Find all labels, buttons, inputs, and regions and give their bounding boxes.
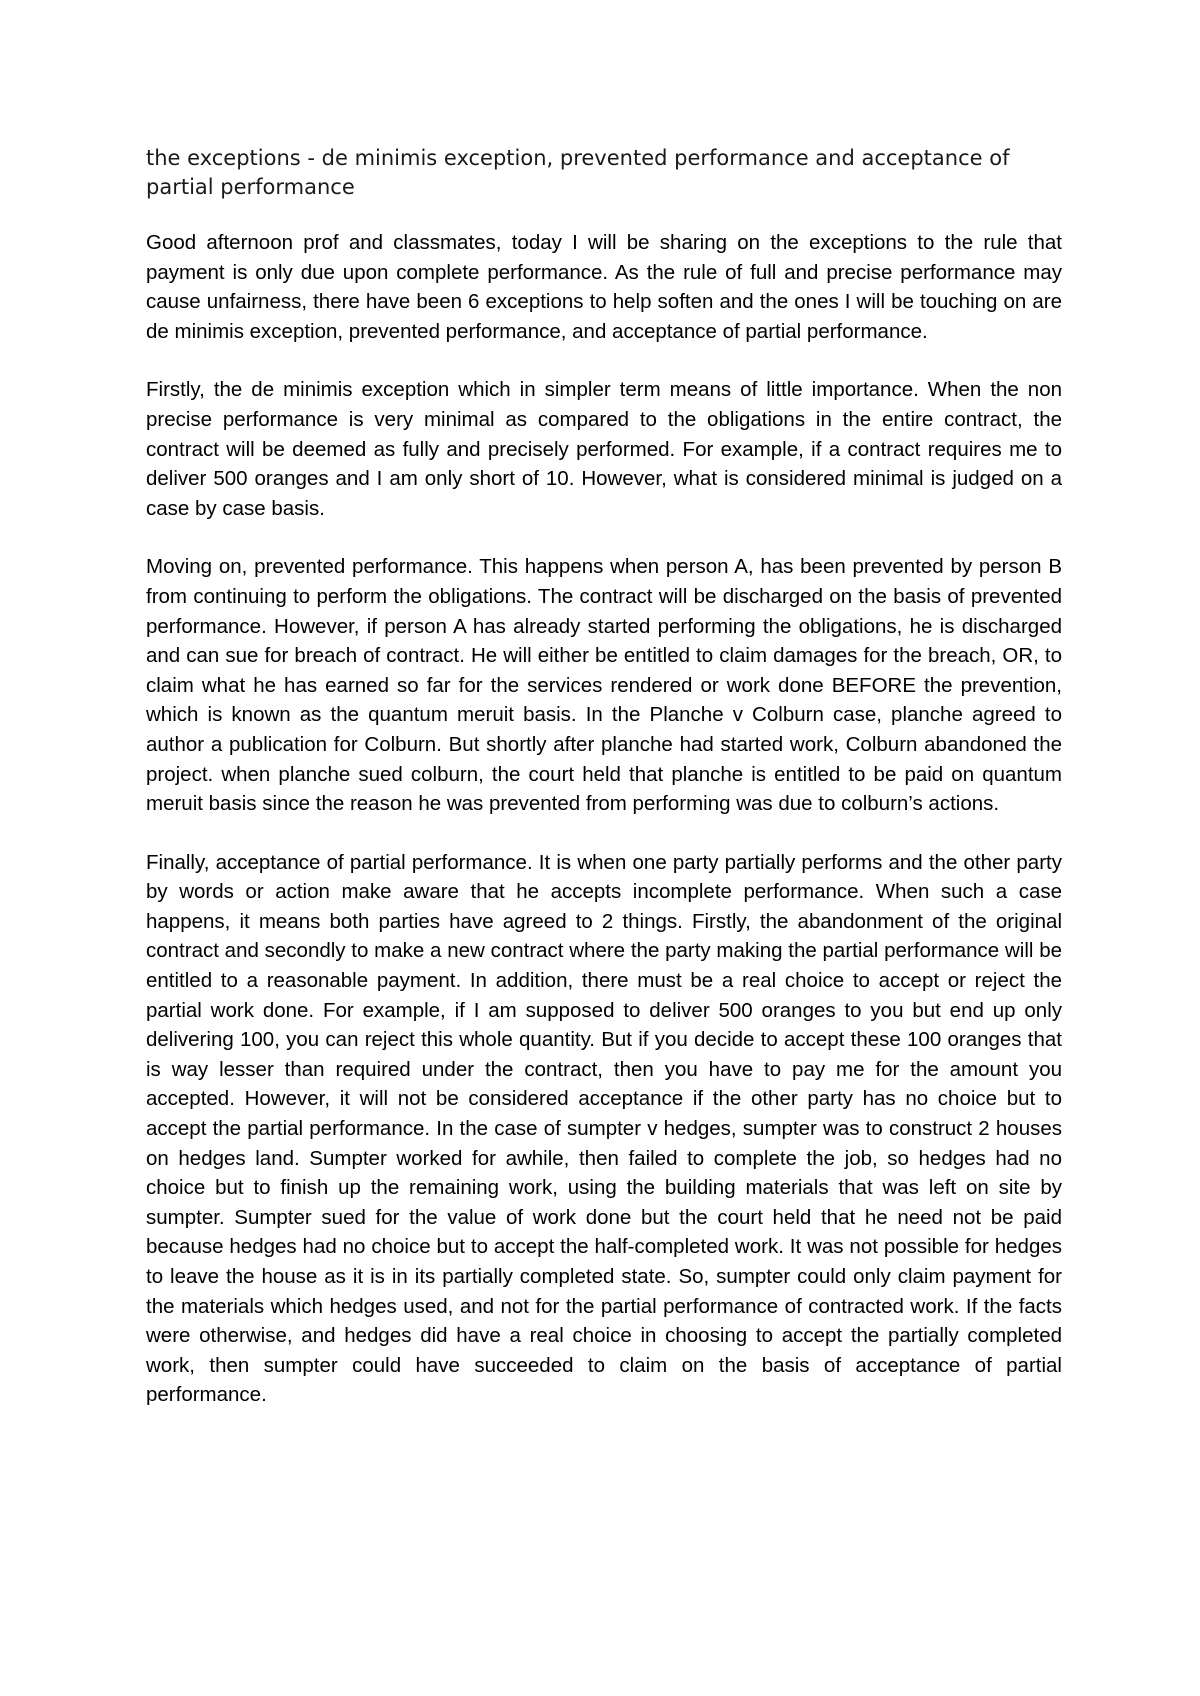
paragraph-prevented-performance: Moving on, prevented performance. This happens when person A, has been prevented by person B from continuing to perform the obligations. The contract will be discharged on the basis of prevented performance. However, if person A has already started performing the obligations, he is discharged and can sue for breach of contract. He will either be entitled to claim damages for the breach, OR, to claim what he has earned so far for the services rendered or work done BEFORE the prevention, which is known as the quantum meruit basis. In the Planche v Colburn case, planche agreed to author a publication for Colburn. But shortly after planche had started work, Colburn abandoned the project. when planche sued colburn, the court held that planche is entitled to be paid on quantum meruit basis since the reason he was prevented from performing was due to colburn’s actions. (146, 555, 1062, 816)
paragraph-de-minimis: Firstly, the de minimis exception which in simpler term means of little importance. When the non precise performance is very minimal as compared to the obligations in the entire contract, the contract will be deemed as fully and precisely performed. For example, if a contract requires me to deliver 500 oranges and I am only short of 10. However, what is considered minimal is judged on a case by case basis. (146, 378, 1062, 520)
paragraph-partial-performance: Finally, acceptance of partial performance. It is when one party partially performs and the other party by words or action make aware that he accepts incomplete performance. When such a case happens, it means both parties have agreed to 2 things. Firstly, the abandonment of the original contract and secondly to make a new contract where the party making the partial performance will be entitled to a reasonable payment. In addition, there must be a real choice to accept or reject the partial work done. For example, if I am supposed to deliver 500 oranges to you but end up only delivering 100, you can reject this whole quantity. But if you decide to accept these 100 oranges that is way lesser than required under the contract, then you have to pay me for the amount you accepted. However, it will not be considered acceptance if the other party has no choice but to accept the partial performance. In the case of sumpter v hedges, sumpter was to construct 2 houses on hedges land. Sumpter worked for awhile, then failed to complete the job, so hedges had no choice but to finish up the remaining work, using the building materials that was left on site by sumpter. Sumpter sued for the value of work done but the court held that he need not be paid because hedges had no choice but to accept the half-completed work. It was not possible for hedges to leave the house as it is in its partially completed state. So, sumpter could only claim payment for the materials which hedges used, and not for the partial performance of contracted work. If the facts were otherwise, and hedges did have a real choice in choosing to accept the partially completed work, then sumpter could have succeeded to claim on the basis of acceptance of partial performance. (146, 850, 1062, 1407)
document-body (146, 144, 1062, 1439)
document-title: the exceptions - de minimis exception, prevented performance and acceptance of partial performance (146, 146, 1010, 199)
paragraph-introduction: Good afternoon prof and classmates, today I will be sharing on the exceptions to the rule that payment is only due upon complete performance. As the rule of full and precise performance may cause unfairness, there have been 6 exceptions to help soften and the ones I will be touching on are de minimis exception, prevented performance, and acceptance of partial performance. (146, 231, 1062, 343)
